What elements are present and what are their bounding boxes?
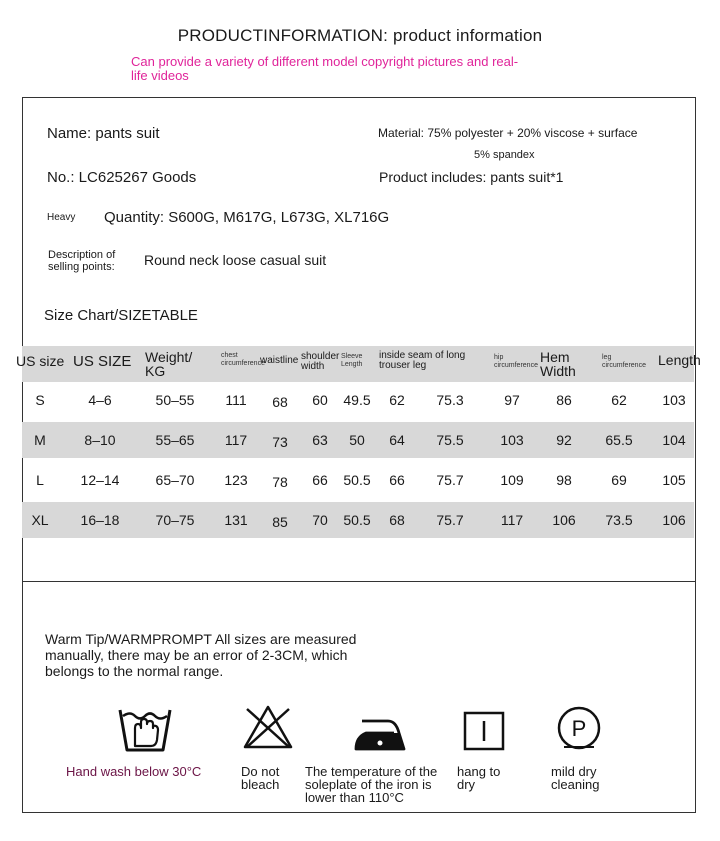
do-not-bleach-icon	[241, 703, 295, 751]
warm-tip: Warm Tip/WARMPROMPT All sizes are measured manually, there may be an error of 2-3CM, which belongs to the normal range.	[45, 631, 357, 679]
care-label-hand-wash: Hand wash below 30°C	[66, 764, 202, 779]
iron-low-icon	[352, 713, 410, 753]
cell-weight: 50–55	[155, 392, 195, 408]
product-includes: Product includes: pants suit*1	[379, 169, 564, 185]
cell-chest: 123	[224, 472, 248, 488]
cell-hip: 117	[500, 512, 524, 528]
material-line-2: 5% spandex	[474, 149, 535, 161]
header-hip: hip circumference	[494, 354, 538, 369]
cell-waistline: 85	[272, 514, 288, 530]
cell-us-size-upper: 12–14	[80, 472, 120, 488]
cell-inside-seam: 62	[389, 392, 405, 408]
header-inside-seam: inside seam of long trouser leg	[379, 350, 466, 371]
cell-hip: 109	[500, 472, 524, 488]
cell-sleeve: 50.5	[343, 472, 371, 488]
header-us-size: US size	[16, 353, 65, 369]
cell-weight: 70–75	[155, 512, 195, 528]
care-label-dry-clean: mild dry cleaning	[551, 764, 600, 792]
cell-length: 103	[662, 392, 686, 408]
header-length: Length	[658, 352, 701, 368]
header-shoulder: shoulder width	[301, 351, 340, 372]
header-waistline: waistline	[260, 355, 299, 366]
cell-sleeve: 50	[349, 432, 365, 448]
cell-us-size: L	[36, 472, 44, 488]
page-subtitle: Can provide a variety of different model copyright pictures and real-life videos	[131, 54, 519, 83]
cell-leg: 69	[611, 472, 627, 488]
cell-us-size-upper: 8–10	[84, 432, 116, 448]
page-title: PRODUCTINFORMATION: product information	[177, 26, 543, 45]
cell-hem: 98	[556, 472, 572, 488]
header-sleeve: Sleeve Length	[341, 353, 363, 368]
header-hem: Hem Width	[540, 349, 576, 379]
hang-dry-icon	[463, 711, 505, 751]
product-number: No.: LC625267 Goods	[47, 169, 197, 186]
dry-clean-icon	[556, 705, 602, 751]
header-chest: chest circumference	[221, 352, 265, 367]
cell-shoulder: 66	[312, 472, 328, 488]
header-leg: leg circumference	[602, 354, 646, 369]
header-us-size-upper: US SIZE	[73, 353, 132, 370]
care-label-iron: The temperature of the soleplate of the iron is lower than 110°C	[305, 764, 438, 805]
cell-chest: 111	[225, 392, 247, 408]
cell-hem: 106	[552, 512, 576, 528]
cell-length: 105	[662, 472, 686, 488]
cell-inside-seam-value: 75.3	[436, 392, 464, 408]
cell-us-size: M	[34, 432, 46, 448]
header-weight: Weight/ KG	[145, 349, 193, 379]
cell-waistline: 78	[272, 474, 288, 490]
cell-chest: 117	[224, 432, 248, 448]
cell-leg: 73.5	[605, 512, 633, 528]
cell-inside-seam: 64	[389, 432, 405, 448]
svg-text:P: P	[571, 716, 587, 741]
cell-us-size: XL	[31, 512, 49, 528]
cell-inside-seam-value: 75.7	[436, 472, 464, 488]
cell-inside-seam: 66	[389, 472, 405, 488]
size-chart-title: Size Chart/SIZETABLE	[44, 307, 198, 324]
material-line-1: Material: 75% polyester + 20% viscose + surface	[378, 126, 638, 140]
cell-inside-seam: 68	[389, 512, 405, 528]
cell-weight: 65–70	[155, 472, 195, 488]
cell-hem: 86	[556, 392, 572, 408]
cell-waistline: 73	[272, 434, 288, 450]
cell-us-size: S	[35, 392, 45, 408]
care-label-no-bleach: Do not bleach	[241, 764, 280, 792]
cell-sleeve: 50.5	[343, 512, 371, 528]
cell-chest: 131	[224, 512, 248, 528]
description-label: Description of selling points:	[48, 249, 116, 273]
cell-inside-seam-value: 75.7	[436, 512, 464, 528]
cell-waistline: 68	[272, 394, 288, 410]
cell-shoulder: 60	[312, 392, 328, 408]
cell-hip: 103	[500, 432, 524, 448]
product-name: Name: pants suit	[47, 125, 160, 142]
cell-hip: 97	[504, 392, 520, 408]
cell-hem: 92	[556, 432, 572, 448]
cell-shoulder: 63	[312, 432, 328, 448]
cell-length: 104	[662, 432, 686, 448]
cell-leg: 65.5	[605, 432, 633, 448]
cell-length: 106	[662, 512, 686, 528]
cell-sleeve: 49.5	[343, 392, 371, 408]
hand-wash-icon	[117, 706, 173, 754]
cell-leg: 62	[611, 392, 627, 408]
description-value: Round neck loose casual suit	[144, 252, 327, 268]
cell-weight: 55–65	[155, 432, 195, 448]
cell-us-size-upper: 16–18	[80, 512, 120, 528]
cell-shoulder: 70	[312, 512, 328, 528]
cell-us-size-upper: 4–6	[88, 392, 112, 408]
quantity: Quantity: S600G, M617G, L673G, XL716G	[104, 209, 390, 226]
heavy-label: Heavy	[47, 212, 76, 223]
care-label-hang-dry: hang to dry	[457, 764, 501, 792]
cell-inside-seam-value: 75.5	[436, 432, 464, 448]
